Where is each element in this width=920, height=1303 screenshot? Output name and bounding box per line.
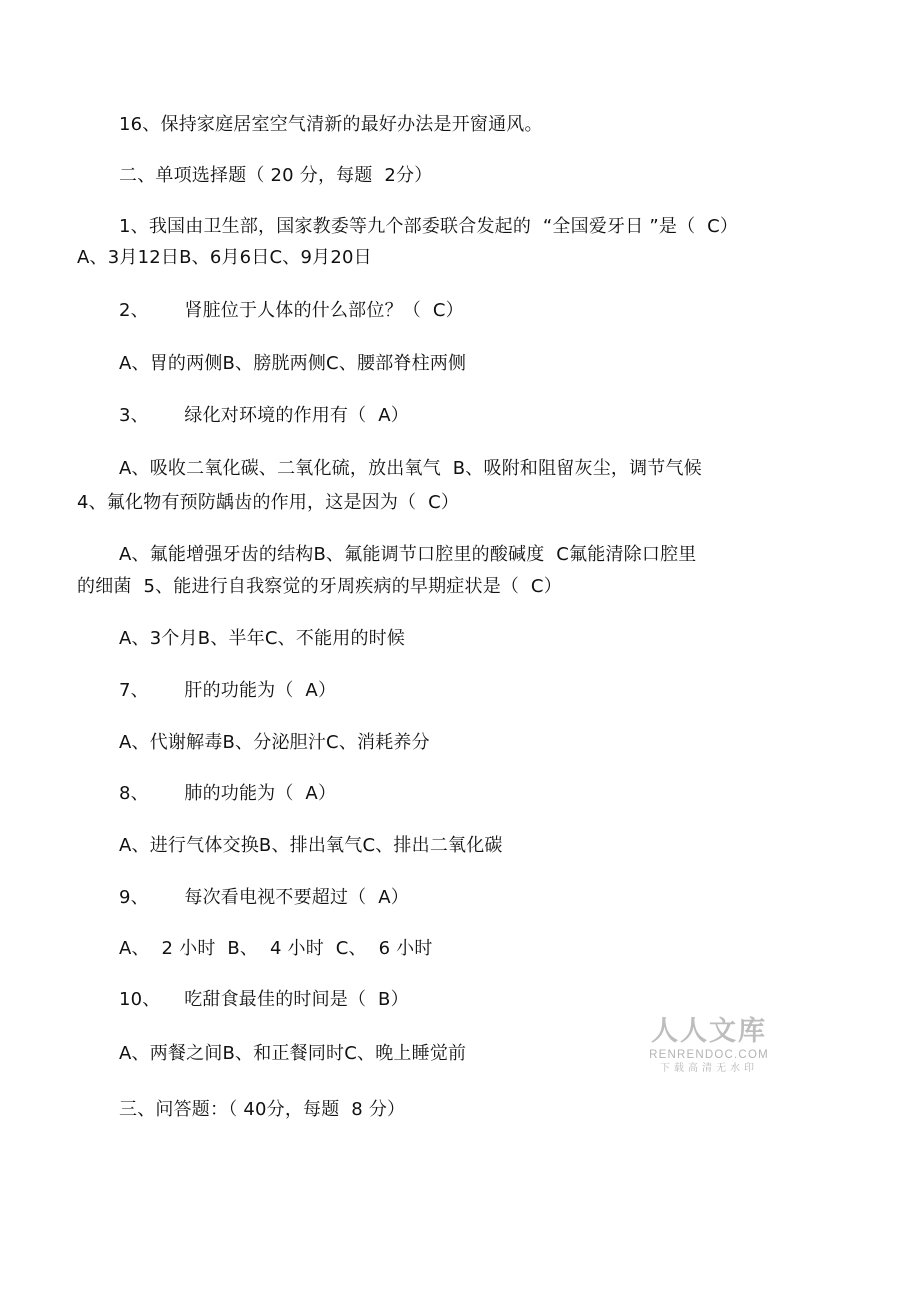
question-7: 7、 肝的功能为（ A）: [119, 680, 337, 701]
question-1-options: A、3月12日B、6月6日C、9月20日: [77, 247, 372, 268]
question-6-options: A、3个月B、半年C、不能用的时候: [119, 628, 406, 649]
watermark-url: RENRENDOC.COM: [649, 1049, 769, 1061]
question-1: 1、我国由卫生部，国家教委等九个部委联合发起的 “全国爱牙日 ”是（ C）: [119, 216, 739, 237]
question-2-options: A、胃的两侧B、膀胱两侧C、腰部脊柱两侧: [119, 353, 467, 374]
item-16-statement: 16、保持家庭居室空气清新的最好办法是开窗通风。: [119, 114, 543, 135]
question-10-options: A、两餐之间B、和正餐同时C、晚上睡觉前: [119, 1043, 467, 1064]
watermark-title: 人人文库: [651, 1016, 767, 1047]
watermark-subtitle: 下载高清无水印: [660, 1063, 758, 1074]
question-9: 9、 每次看电视不要超过（ A）: [119, 887, 409, 908]
section-2-heading: 二、单项选择题（ 20 分，每题 2分）: [119, 165, 433, 186]
question-3: 3、 绿化对环境的作用有（ A）: [119, 405, 409, 426]
question-4-options-cont: 的细菌 5、能进行自我察觉的牙周疾病的早期症状是（ C）: [77, 576, 562, 597]
question-4: 4、氟化物有预防龋齿的作用，这是因为（ C）: [77, 492, 460, 513]
question-8-options: A、进行气体交换B、排出氧气C、排出二氧化碳: [119, 835, 503, 856]
question-7-options: A、代谢解毒B、分泌胆汁C、消耗养分: [119, 732, 430, 753]
section-3-heading: 三、问答题：（ 40分，每题 8 分）: [119, 1099, 406, 1120]
watermark-logo: [645, 1016, 773, 1076]
question-3-options: A、吸收二氧化碳、二氧化硫，放出氧气 B、吸附和阻留灰尘，调节气候: [119, 458, 702, 479]
question-10: 10、 吃甜食最佳的时间是（ B）: [119, 989, 409, 1010]
question-9-options: A、 2 小时 B、 4 小时 C、 6 小时: [119, 938, 433, 959]
question-8: 8、 肺的功能为（ A）: [119, 783, 337, 804]
question-2: 2、 肾脏位于人体的什么部位？（ C）: [119, 300, 464, 321]
question-4-options: A、氟能增强牙齿的结构B、氟能调节口腔里的酸碱度 C氟能清除口腔里: [119, 544, 697, 565]
